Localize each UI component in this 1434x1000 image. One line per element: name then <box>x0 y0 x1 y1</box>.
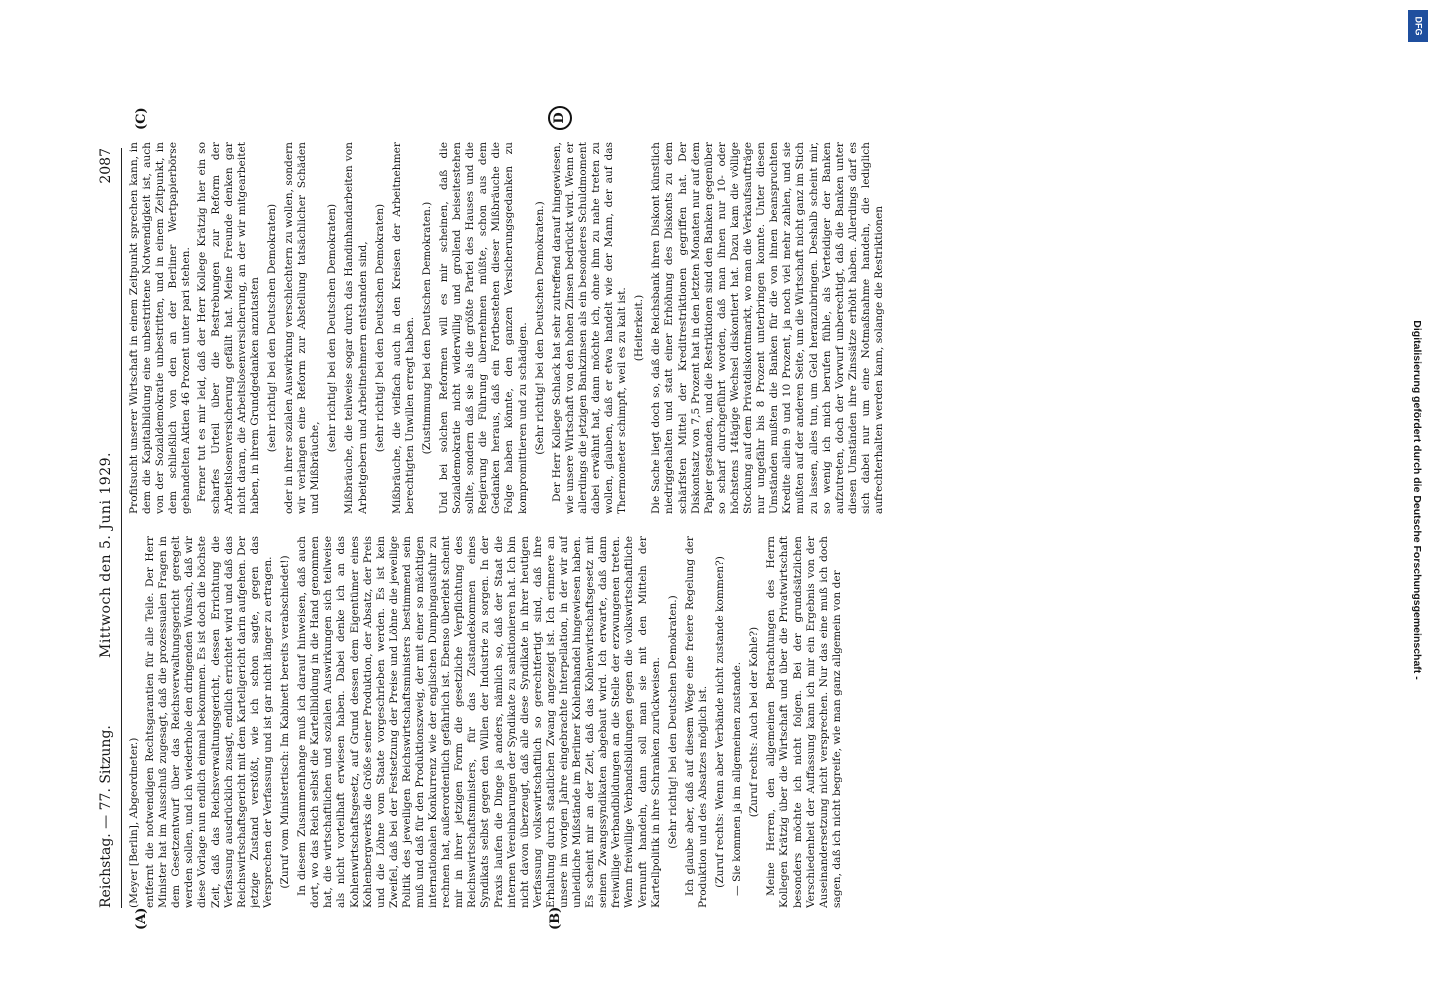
interjection: (Heiterkeit.) <box>633 294 646 362</box>
paragraph: Die Sache liegt doch so, daß die Reichsbank ihren Diskont künstlich niedriggehalten und statt einer Erhöhung des Diskonts zu dem schärfsten Mittel der Kreditrestriktionen gegriffen hat. Der Diskontsatz von 7,5 Prozent hat in den letzten Monaten nur auf dem Papier gestanden, und die Restriktionen sind den Banken gegenüber so scharf durchgeführt worden, daß man ihnen nur 10- oder höchstens 14tägige Wechsel diskontiert hat. Dazu kam die völlige Stockung auf dem Privatdiskontmarkt, wo man die Verkaufsaufträge nur ungefähr bis 8 Prozent unterbringen konnte. Unter diesen Umständen mußten die Banken für die von ihnen beanspruchten Kredite allein 9 und 10 Prozent, ja noch viel mehr zahlen, und sie mußten auf der anderen Seite, um die Wirtschaft nicht ganz im Stich zu lassen, alles tun, um Geld heranzubringen. Deshalb scheint mir, so wenig ich mich berufen fühle, als Verteidiger der Banken aufzutreten, doch der Vorwurf unberechtigt, daß die Banken unter diesen Umständen ihre Zinssätze erhöht haben. Allerdings darf es sich dabei nur um eine Notmaßnahme handeln, die lediglich aufrechterhalten werden kann, solange die Restriktionen <box>650 142 885 514</box>
interjection: (Zustimmung bei den Deutschen Demokraten.) <box>420 201 433 455</box>
interjection: (sehr richtig! bei den Deutschen Demokraten) <box>373 203 386 453</box>
digitization-credit: Digitalisierung gefördert durch die Deutsche Forschungsgemeinschaft - <box>1411 320 1423 680</box>
margin-marker-b: (B) <box>548 906 563 930</box>
paragraph: Meine Herren, den allgemeinen Betrachtungen des Herrn Kollegen Krätzig über die Wirtschaft und über die Privatwirtschaft besonders möchte ich nicht folgen. Bei der grundsätzlichen Verschiedenheit der Auffassung kann ich mir ein Ergebnis von der Auseinandersetzung nicht versprechen. Nur das eine muß ich doch sagen, daß ich nicht begreife, wie man ganz allgemein von der <box>765 536 843 908</box>
margin-marker-c: (C) <box>134 107 149 130</box>
paragraph: — Sie kommen ja im allgemeinen zustande. <box>731 661 744 896</box>
header-session: Reichstag. — 77. Sitzung. <box>98 725 114 908</box>
paragraph: Ich glaube aber, daß auf diesem Wege eine freiere Regelung der Produktion und des Absatzes möglich ist. <box>683 536 709 908</box>
dfg-logo: DFG <box>1408 10 1428 42</box>
paragraph: Ferner tut es mir leid, daß der Herr Kollege Krätzig hier ein so scharfes Urteil über die Bestrebungen zur Reform der Arbeitslosenversicherung gefällt hat. Meine Freunde denken gar nicht daran, die Arbeitslosenversicherung, an der wir mitgearbeitet haben, in ihrem Grundgedanken anzutasten <box>196 142 261 514</box>
interjection: (Sehr richtig! bei den Deutschen Demokraten.) <box>666 595 679 849</box>
paragraph: Profitsucht unserer Wirtschaft in einem Zeitpunkt sprechen kann, in dem die Kapitalbildung eine unbestrittene Notwendigkeit ist, auch von der Sozialdemokratie unbestritten, und in einem Zeitpunkt, in dem schließlich von den an der Berliner Wertpapierbörse gehandelten Aktien 46 Prozent unter pari stehen. <box>128 142 193 514</box>
interjection: (sehr richtig! bei den Deutschen Demokraten) <box>326 203 339 453</box>
header-date: Mittwoch den 5. Juni 1929. <box>98 452 114 658</box>
interjection: (Zuruf vom Ministertisch: Im Kabinett bereits verabschiedet!) <box>279 555 292 889</box>
paragraph: oder in ihrer sozialen Auswirkung verschlechtern zu wollen, sondern wir verlangen eine Reform zur Abstellung tatsächlicher Schäden und Mißbräuche, <box>283 142 322 514</box>
paragraph: Mißbräuche, die vielfach auch in den Kreisen der Arbeitnehmer berechtigten Unwillen erregt haben. <box>390 142 416 514</box>
interjection: (Zuruf rechts: Wenn aber Verbände nicht zustande kommen?) <box>714 556 727 888</box>
speaker-line: (Meyer [Berlin], Abgeordneter.) <box>128 737 140 908</box>
right-column <box>128 142 894 514</box>
paragraph: entfernt die notwendigen Rechtsgarantien für alle Teile. Der Herr Minister hat im Ausschuß zugesagt, daß die prozessualen Fragen in dem Gesetzentwurf über das Reichsverwaltungsgericht geregelt werden sollen, und ich wiederhole den dringenden Wunsch, daß wir diese Vorlage nun endlich einmal bekommen. Es ist doch die höchste Zeit, daß das Reichsverwaltungsgericht, dessen Errichtung die Verfassung ausdrücklich zusagt, endlich errichtet wird und daß das Reichswirtschaftsgericht mit dem Kartellgericht darin aufgehen. Der jetzige Zustand verstößt, wie ich schon sagte, gegen das Versprechen der Verfassung und ist gar nicht länger zu ertragen. <box>144 536 274 908</box>
paragraph: Und bei solchen Reformen will es mir scheinen, daß die Sozialdemokratie nicht widerwillig und grollend beiseitestehen sollte, sondern daß sie als die größte Partei des Hauses und die Regierung die Führung übernehmen müßte, schon aus dem Gedanken heraus, daß ein Fortbestehen dieser Mißbräuche die Folge haben könnte, den ganzen Versicherungsgedanken zu kompromittieren und zu schädigen. <box>437 142 529 514</box>
paragraph: Der Herr Kollege Schlack hat sehr zutreffend darauf hingewiesen, wie unsere Wirtschaft von den hohen Zinsen bedrückt wird. Wenn er allerdings die jetzigen Bankzinsen als ein besonderes Schuldmoment dabei erwähnt hat, dann möchte ich, ohne ihm zu nahe treten zu wollen, glauben, daß er etwa handelt wie der Mann, der auf das Thermometer schimpft, weil es zu kalt ist. <box>550 142 629 514</box>
interjection: (Zuruf rechts: Auch bei der Kohle?) <box>748 626 761 818</box>
dfg-credit-sidebar <box>1400 8 1434 992</box>
margin-marker-d: D <box>548 106 572 130</box>
page-header <box>95 148 122 908</box>
interjection: (sehr richtig! bei den Deutschen Demokraten) <box>265 203 278 453</box>
paragraph: In diesem Zusammenhange muß ich darauf hinweisen, daß auch dort, wo das Reich selbst die Kartellbildung in die Hand genommen hat, die wirtschaftlichen und sozialen Auswirkungen sich teilweise als nicht vorteilhaft erwiesen haben. Dabei denke ich an das Kohlenwirtschaftsgesetz, auf Grund dessen dem Eigentümer eines Kohlenbergwerks die Größe seiner Produktion, der Absatz, der Preis und die Löhne vom Staate vorgeschrieben werden. Es ist kein Zweifel, daß bei der Festsetzung der Preise und Löhne die jeweilige Politik des jeweiligen Reichswirtschaftsministers bestimmend sein muß und daß für den Produktionszweig, der mit einer so mächtigen internationalen Konkurrenz wie der englischen Dumpingausfuhr zu rechnen hat, außerordentlich gefährlich ist. Ebenso überlebt scheint mir in ihrer jetzigen Form die gesetzliche Verpflichtung des Reichswirtschaftsministers, für das Zustandekommen eines Syndikats selbst gegen den Willen der Industrie zu sorgen. In der Praxis laufen die Dinge ja anders, nämlich so, daß der Staat die internen Vereinbarungen der Syndikate zu sanktionieren hat. Ich bin nicht davon überzeugt, daß alle diese Syndikate in ihrer heutigen Verfassung volkswirtschaftlich so gerechtfertigt sind, daß ihre Erhaltung durch staatlichen Zwang angezeigt ist. Ich erinnere an unsere im vorigen Jahre eingebrachte Interpellation, in der wir auf unleidliche Mißstände im Berliner Kohlenhandel hingewiesen haben. Es scheint mir an der Zeit, daß das Kohlenwirtschaftsgesetz mit seinen Zwangssyndikaten abgebaut wird. Ich erwarte, daß dann freiwillige Verbandbildungen an die Stelle der erzwungenen treten. Wenn freiwillige Verbandsbildungen gegen die volkswirtschaftliche Vernunft handeln, dann soll man sie mit den Mitteln der Kartellpolitik in ihre Schranken zurückweisen. <box>296 536 662 908</box>
paragraph: Mißbräuche, die teilweise sogar durch das Handinhandarbeiten von Arbeitgebern und Arbeitnehmern entstanden sind, <box>343 142 369 514</box>
left-column <box>128 536 894 908</box>
interjection: (Sehr richtig! bei den Deutschen Demokraten.) <box>533 201 546 455</box>
page-number: 2087 <box>98 148 114 184</box>
margin-marker-a: (A) <box>134 907 149 930</box>
